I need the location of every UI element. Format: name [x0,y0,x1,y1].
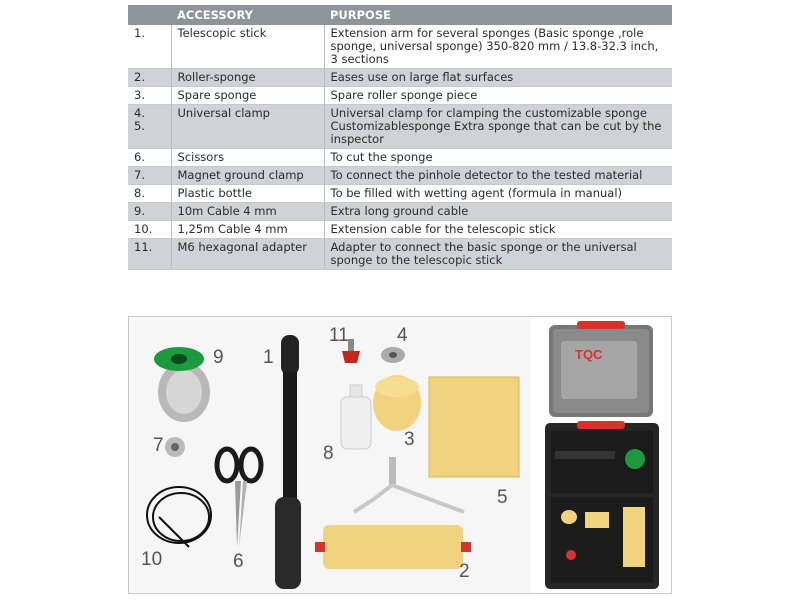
closed-case-image [549,321,653,417]
row-number: 6. [128,149,171,167]
row-accessory: Universal clamp [171,105,324,149]
row-purpose: To cut the sponge [324,149,672,167]
row-purpose: Spare roller sponge piece [324,87,672,105]
open-case-image [545,421,659,589]
row-number: 1. [128,25,171,69]
row-purpose: Extra long ground cable [324,203,672,221]
row-accessory: Magnet ground clamp [171,167,324,185]
header-accessory: ACCESSORY [171,5,324,25]
accessory-table [128,5,672,270]
row-purpose: To connect the pinhole detector to the tested material [324,167,672,185]
row-number: 10. [128,221,171,239]
row-number: 8. [128,185,171,203]
label-7: 7 [153,435,164,456]
table-body [128,25,672,270]
plastic-bottle-image [341,385,371,449]
row-number: 3. [128,87,171,105]
row-purpose: Adapter to connect the basic sponge or the universal sponge to the telescopic stick [324,239,672,270]
cable-coil-image [147,487,211,547]
row-purpose: Eases use on large flat surfaces [324,69,672,87]
label-5: 5 [497,487,508,508]
label-2: 2 [459,561,470,582]
row-accessory: 1,25m Cable 4 mm [171,221,324,239]
label-8: 8 [323,443,334,464]
row-number: 11. [128,239,171,270]
row-purpose: Universal clamp for clamping the customizable sponge Customizablesponge Extra sponge that can be cut by the inspector [324,105,672,149]
telescopic-stick-image [275,335,301,589]
table-row [128,167,672,185]
label-4: 4 [397,325,408,346]
header-number [128,5,171,25]
large-sponge-image [429,377,519,477]
accessories-photo [128,316,672,594]
label-3: 3 [404,429,415,450]
table-header-row [128,5,672,25]
row-purpose: To be filled with wetting agent (formula in manual) [324,185,672,203]
carry-case-photo [531,317,671,593]
table-row [128,149,672,167]
row-accessory: Plastic bottle [171,185,324,203]
header-purpose: PURPOSE [324,5,672,25]
label-6: 6 [233,551,244,572]
table-row [128,69,672,87]
row-purpose: Extension cable for the telescopic stick [324,221,672,239]
row-number: 7. [128,167,171,185]
row-accessory: Roller-sponge [171,69,324,87]
table-row [128,203,672,221]
cable-spool-image [154,347,210,422]
row-number: 9. [128,203,171,221]
row-accessory: M6 hexagonal adapter [171,239,324,270]
table-row [128,239,672,270]
tqc-logo: TQC [575,347,603,362]
label-10: 10 [141,549,163,570]
label-9: 9 [213,347,224,368]
label-11: 11 [329,325,349,346]
table-row [128,105,672,149]
row-accessory: Telescopic stick [171,25,324,69]
table-row [128,221,672,239]
row-purpose: Extension arm for several sponges (Basic sponge ,role sponge, universal sponge) 350-820 mm / 13.8-32.3 inch, 3 sections [324,25,672,69]
label-1: 1 [263,347,274,368]
spare-sponge-image [373,375,421,431]
row-accessory: Scissors [171,149,324,167]
accessory-table-container [128,5,672,270]
row-accessory: Spare sponge [171,87,324,105]
scissors-image [217,449,261,547]
table-row [128,25,672,69]
universal-clamp-image [381,347,405,363]
accessories-layout-photo [129,317,531,593]
row-number: 4. 5. [128,105,171,149]
row-number: 2. [128,69,171,87]
table-row [128,185,672,203]
table-row [128,87,672,105]
row-accessory: 10m Cable 4 mm [171,203,324,221]
magnet-clamp-image [165,437,185,457]
